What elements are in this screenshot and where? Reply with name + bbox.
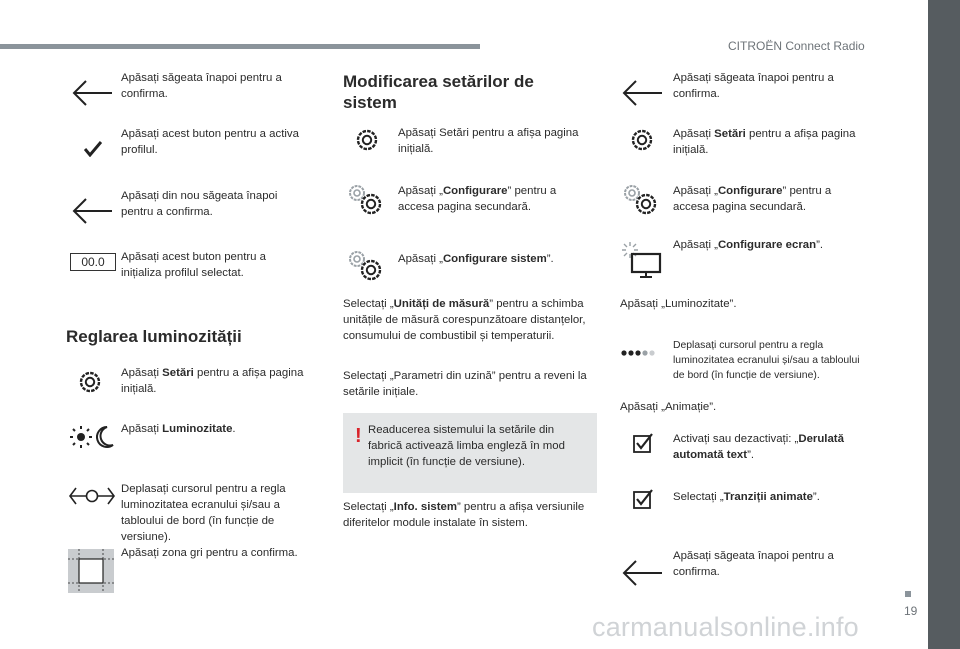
left-step-1: Apăsați săgeata înapoi pentru a confirma. [121, 72, 282, 100]
right-step-7: Apăsați săgeata înapoi pentru a confirma. [673, 550, 834, 578]
left-step-3: Apăsați din nou săgeata înapoi pentru a confirma. [121, 190, 278, 218]
page-marker [905, 591, 911, 597]
left-brightness-step-1: Apăsați Setări pentru a afișa pagina inițială. [121, 367, 304, 395]
right-para-animation: Apăsați „Animație”. [620, 401, 717, 413]
right-step-6: Selectați „Tranziții animate”. [673, 491, 820, 503]
right-step-3: Apăsați „Configurare” pentru a accesa pagina secundară. [673, 185, 832, 213]
checkbox-icon [633, 433, 653, 453]
mid-step-1: Apăsați Setări pentru a afișa pagina inițială. [398, 127, 579, 155]
right-step-4: Apăsați „Configurare ecran”. [673, 239, 824, 251]
right-para-brightness: Apăsați „Luminozitate”. [620, 298, 737, 310]
watermark: carmanualsonline.info [592, 612, 859, 642]
checkbox-icon [633, 489, 653, 509]
double-gear-icon [346, 182, 386, 218]
check-icon [84, 141, 102, 157]
screen-brightness-icon [620, 240, 664, 280]
back-arrow-icon [70, 78, 114, 108]
sun-moon-icon [69, 424, 115, 450]
left-brightness-step-2: Apăsați Luminozitate. [121, 423, 236, 435]
counter-icon: 00.0 [70, 253, 116, 271]
mid-para-units: Selectați „Unități de măsură” pentru a schimba unitățile de măsură corespunzătoare distanțelor, consumului de combustibil și temperaturii. [343, 298, 586, 342]
header-rule [0, 44, 480, 49]
mid-para-info: Selectați „Info. sistem” pentru a afișa versiunile diferitelor module instalate în sistem. [343, 501, 585, 529]
double-gear-icon [346, 248, 386, 284]
back-arrow-icon [620, 78, 664, 108]
double-gear-icon [621, 182, 661, 218]
page-number: 19 [904, 604, 918, 618]
mid-step-2: Apăsați „Configurare” pentru a accesa pagina secundară. [398, 185, 557, 213]
brand-label: CITROËN Connect Radio [728, 39, 865, 53]
side-band [928, 0, 960, 649]
left-step-4: Apăsați acest buton pentru a inițializa profilul selectat. [121, 251, 267, 279]
grid-zone-icon [68, 549, 114, 593]
right-para-dots: Deplasați cursorul pentru a regla luminozitatea ecranului și/sau a tabloului de bord (în funcție de versiune). [673, 340, 860, 381]
right-step-2: Apăsați Setări pentru a afișa pagina inițială. [673, 128, 856, 156]
dots-slider-icon [620, 349, 660, 357]
mid-para-factory: Selectați „Parametri din uzină” pentru a reveni la setările inițiale. [343, 370, 587, 398]
warning-icon: ! [355, 425, 362, 447]
section-heading-system: Modificarea setărilor de sistem [343, 72, 534, 112]
mid-step-3: Apăsați „Configurare sistem”. [398, 253, 554, 265]
section-heading-brightness: Reglarea luminozității [66, 327, 242, 346]
left-step-2: Apăsați acest buton pentru a activa profilul. [121, 128, 299, 156]
right-step-5: Activați sau dezactivați: „Derulată automată text”. [673, 433, 844, 461]
back-arrow-icon [70, 196, 114, 226]
left-brightness-step-3: Deplasați cursorul pentru a regla luminozitatea ecranului și/sau a tabloului de bord (în funcție de versiune). [121, 483, 286, 543]
left-brightness-step-4: Apăsați zona gri pentru a confirma. [121, 547, 298, 559]
gear-icon [629, 127, 655, 153]
right-step-1: Apăsați săgeata înapoi pentru a confirma. [673, 72, 834, 100]
warning-text: Readucerea sistemului la setările din fabrică activează limba engleză în mod implicit (în funcție de versiune). [368, 424, 565, 468]
warning-box [343, 413, 597, 493]
gear-icon [77, 369, 103, 395]
gear-icon [354, 127, 380, 153]
slider-icon [68, 484, 116, 508]
back-arrow-icon [620, 558, 664, 588]
